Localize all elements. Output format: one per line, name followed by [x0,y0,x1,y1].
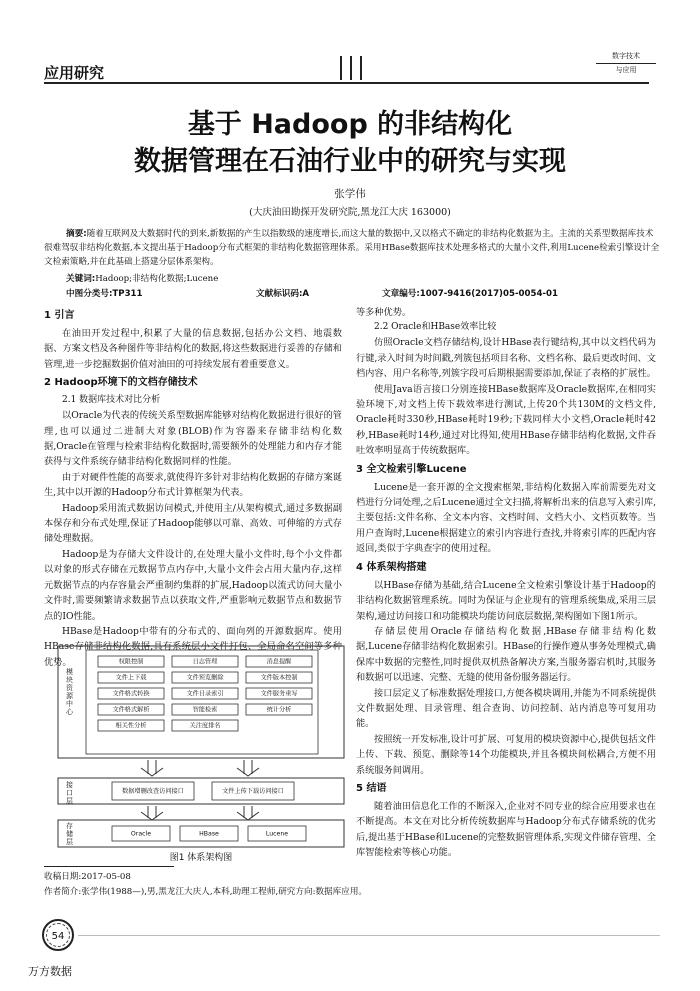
footnote-rule [44,866,174,867]
storage-label: Lucene [265,830,289,838]
keywords [66,272,218,284]
section-heading: 4 体系架构搭建 [356,561,427,573]
paragraph: Hadoop采用流式数据访问模式,并使用主/从架构模式,通过多数据副本保存和分布式处理,保证了Hadoop能够以可靠、高效、可伸缩的方式存储处理数据。 [44,502,342,545]
author: 张学伟 [334,188,366,200]
section-heading: 2 Hadoop环境下的文档存储技术 [44,377,198,389]
paragraph: 等多种优势。 [356,307,412,318]
module-label: 相关性分析 [115,722,147,730]
architecture-figure [56,644,346,849]
paragraph: HBase是Hadoop中带有的分布式的、面向列的开源数据库。使用HBase存储非结构化数据,具有系统层小文件打包、全局命名空间等多种优势。 [44,625,342,668]
architecture-diagram [56,644,346,849]
header-bars-decoration [340,56,362,80]
module-label: 文件预览删除 [186,674,224,682]
journal-logo-bottom: 与应用 [615,66,637,74]
page-number-badge [42,919,74,951]
section-heading: 5 结语 [356,782,387,794]
module-label: 统计分析 [266,706,292,714]
module-label: 文件版本控制 [260,674,298,682]
left-column [44,305,342,670]
header-rule [44,82,649,84]
section-heading: 3 全文检索引擎Lucene [356,463,467,475]
paragraph: 由于对硬件性能的高要求,就使得许多针对非结构化数据的存储方案诞生,其中以开源的Hadoop分布式计算框架为代表。 [44,471,342,499]
page-number: 54 [51,931,65,942]
paragraph: 以HBase存储为基础,结合Lucene全文检索引擎设计基于Hadoop的非结构化数据管理系统。同时为保证与企业现有的管理系统集成,采用三层架构,通过访问接口和功能模块均能访问底层数据,架构图如下图1所示。 [356,579,656,622]
module-label: 文件目录索引 [186,690,224,698]
storage-label: Oracle [130,830,152,838]
paragraph: 随着油田信息化工作的不断深入,企业对不同专业的综合应用要求也在不断提高。本文在对比分析传统数据库与Hadoop分布式存储系统的优劣后,提出基于HBase和Lucene的完整数据管理体系,实现文件储存管理、全库智能检索等核心功能。 [356,800,656,859]
abstract-text: 随着互联网及大数据时代的到来,新数据的产生以指数级的速度增长,而这大量的数据中,又以格式不确定的非结构化数据为主。主流的关系型数据库技术很难驾驭非结构化数据,本文提出基于Hadoop分布式框架的非结构化数据管理体系。采用HBase数据库技术处理多格式的大量小文件,利用Lucene检索引擎设计全文检索策略,并在此基础上搭建分层体系架构。 [44,229,660,267]
keywords-label: 关键词: [66,274,96,284]
layer-label-storage: 存储层 [66,822,73,846]
journal-logo-top: 数字技术 [596,50,656,64]
received-date: 收稿日期:2017-05-08 [44,872,131,882]
paper-title-line1: 基于 Hadoop 的非结构化 [187,109,513,140]
paragraph: 存储层使用Oracle存储结构化数据,HBase存储非结构化数据,Lucene存储非结构化数据索引。HBase的行操作遵从事务处理模式,确保库中数据的完整性,同时提供双机热备解决方案,当服务器宕机时,其服务和数据可以迅速、完整、无缝的使用备份服务器运行。 [356,625,656,684]
interface-label: 文件上传下载访问接口 [222,788,284,796]
journal-logo [596,50,656,86]
paragraph: Lucene是一套开源的全文搜索框架,非结构化数据入库前需要先对文档进行分词处理,之后Lucene通过全文扫描,将解析出来的信息写入索引库,主要包括:文件名称、全文本内容、文档时间、文档大小、文档页数等。当用户查询时,Lucene根据建立的索引内容进行查找,并将索引库的匹配内容返回,类似于字典查字的使用过程。 [356,481,656,555]
interface-label: 数据增删改查访问接口 [122,788,184,796]
subsection-heading: 2.1 数据库技术对比分析 [62,395,161,406]
section-heading: 1 引言 [44,310,75,321]
watermark: 万方数据 [28,965,72,978]
paragraph: 仿照Oracle文档存储结构,设计HBase表行键结构,其中以文档代码为行键,录入时间为时间戳,列簇包括项目名称、文档名称、最后更改时间、文档内容、用户名称等,列簇字段可后期根据需要添加,保证了表格的扩展性。 [356,337,656,380]
module-label: 智能检索 [192,706,218,714]
module-label: 文件格式解析 [112,706,150,714]
keywords-text: Hadoop;非结构化数据;Lucene [95,274,219,284]
module-label: 消息提醒 [266,658,292,666]
class-number: 中图分类号:TP311 [66,289,143,299]
author-bio: 作者简介:张学伟(1988—),男,黑龙江大庆人,本科,助理工程师,研究方向:数据库应用。 [44,887,368,897]
storage-label: HBase [199,830,219,838]
abstract-label: 摘要: [66,229,87,239]
paragraph: 在油田开发过程中,积累了大量的信息数据,包括办公文档、地震数据、方案文档及各种图件等非结构化的数据,将这些数据进行妥善的存储和管理,进一步挖掘数据价值对油田的可持续发展有着重要意义。 [44,328,342,370]
paragraph: Hadoop是为存储大文件设计的,在处理大量小文件时,每个小文件都以对象的形式存储在元数据节点内存中,大量小文件会占用大量内存,这样元数据节点的内存容量会严重制约集群的扩展,Hadoop以流式访问大量小文件时,需要频繁请求数据节点以获取文件,严重影响元数据节点和数据节点的IO性能。 [44,548,342,622]
page-rule [78,935,660,936]
subsection-heading: 2.2 Oracle和HBase效率比较 [374,322,497,333]
module-label: 权限控制 [118,658,144,666]
abstract [44,227,660,269]
figure-caption: 图1 体系架构图 [169,853,233,863]
paragraph: 以Oracle为代表的传统关系型数据库能够对结构化数据进行很好的管理,也可以通过二进制大对象(BLOB)作为容器来存储非结构化数据,Oracle在管理与检索非结构化数据时,需要额外的处理能力和内存才能获得与文件系统存储非结构化数据同样的性能。 [44,410,342,468]
affiliation: (大庆油田勘探开发研究院,黑龙江大庆 163000) [249,207,451,218]
document-code: 文献标识码:A [256,289,310,299]
layer-label-interface: 接口层 [66,781,73,805]
paragraph: 按照统一开发标准,设计可扩展、可复用的模块资源中心,提供包括文件上传、下载、预览、删除等14个功能模块,并且各模块间松耦合,方便不用系统服务间调用。 [356,733,656,776]
module-label: 关注度排名 [189,722,221,730]
module-label: 文件格式转换 [112,690,150,698]
paper-title-line2: 数据管理在石油行业中的研究与实现 [134,146,566,177]
article-number: 文章编号:1007-9416(2017)05-0054-01 [382,289,558,299]
paragraph: 使用Java语言接口分别连接HBase数据库及Oracle数据库,在相同实验环境下,对文档上传下载效率进行测试,上传20个共130M的文档文件, Oracle耗时330秒,HBase耗时19秒;下载同样大小文档,Oracle耗时42秒,HBase耗时14秒,通过对比得知,使用HBase存储非结构化数据,文件吞吐效率明显高于传统数据库。 [356,383,656,457]
module-label: 文件服务重写 [260,690,298,698]
module-label: 日志管理 [192,658,218,666]
right-column [356,305,656,861]
paragraph: 接口层定义了标准数据处理接口,方便各模块调用,并能为不同系统提供文件数据处理、目录管理、组合查询、访问控制、站内消息等可复用功能。 [356,687,656,730]
journal-section: 应用研究 [44,64,105,82]
layer-label-module: 模块资源中心 [66,668,73,716]
module-label: 文件上下载 [115,674,147,682]
